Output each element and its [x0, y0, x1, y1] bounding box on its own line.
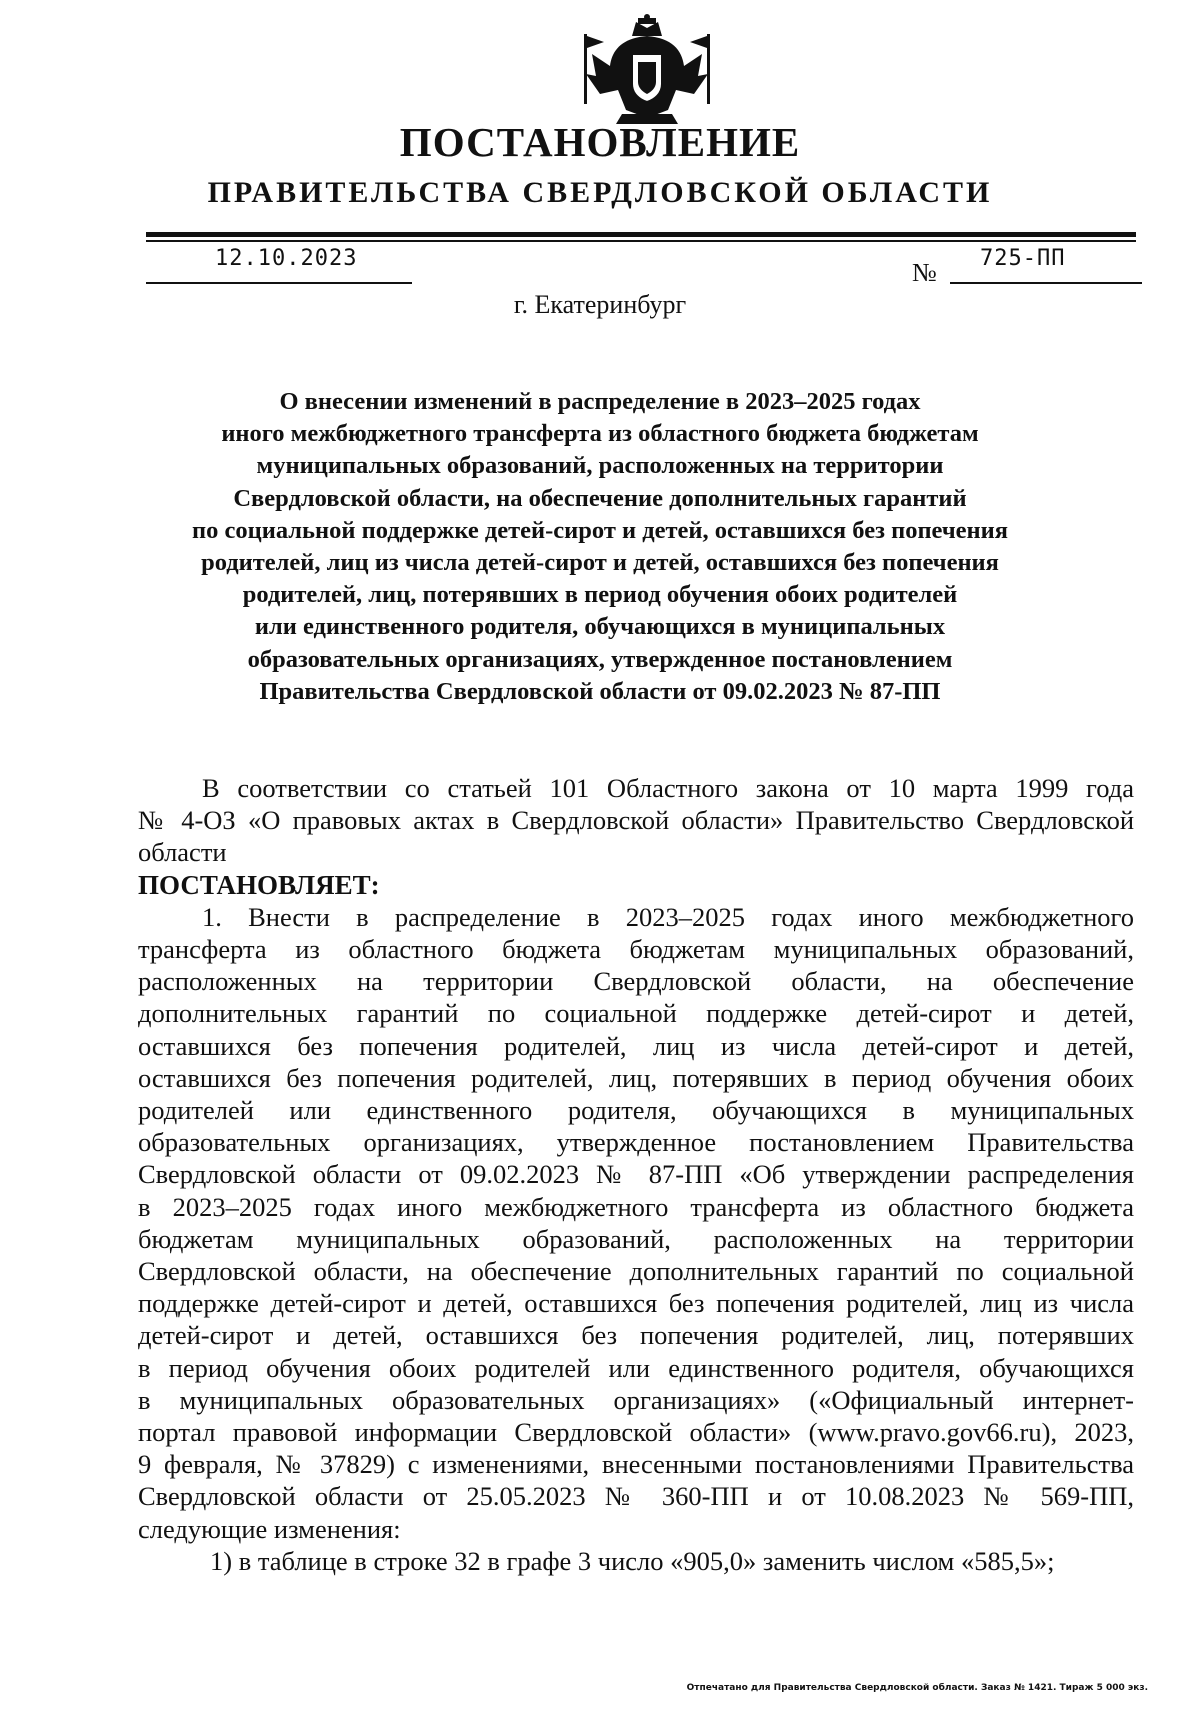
title-line: О внесении изменений в распределение в 2023–2025 годах — [279, 388, 921, 415]
header-divider-thin — [146, 240, 1136, 242]
title-line: по социальной поддержке детей-сирот и детей, оставшихся без попечения — [191, 516, 1008, 544]
item1-line: Свердловской области от 25.05.2023 № 360-ПП и от 10.08.2023 № 569-ПП, — [138, 1481, 1134, 1512]
item1-line: бюджетам муниципальных образований, расположенных на территории — [138, 1223, 1134, 1254]
title-line: или единственного родителя, обучающихся в муниципальных — [254, 613, 946, 641]
item1-line: в муниципальных образовательных организациях» («Официальный интернет- — [138, 1384, 1134, 1415]
item1-line: 9 февраля, № 37829) с изменениями, внесенными постановлениями Правительства — [138, 1449, 1134, 1480]
date-underline — [146, 282, 412, 284]
document-date: 12.10.2023 — [215, 246, 358, 271]
title-line: Правительства Свердловской области от 09.02.2023 № 87-ПП — [259, 677, 941, 705]
title-line: образовательных организациях, утвержденное постановлением — [247, 645, 953, 673]
item1-line: образовательных организациях, утвержденное постановлением Правительства — [138, 1127, 1134, 1158]
item1-line: в период обучения обоих родителей или единственного родителя, обучающихся — [138, 1352, 1134, 1383]
subitem-1: 1) в таблице в строке 32 в графе 3 число «905,0» заменить числом «585,5»; — [210, 1545, 1055, 1576]
header-divider-thick — [146, 232, 1136, 237]
preamble-line: области — [138, 837, 227, 868]
decree-word: ПОСТАНОВЛЯЕТ: — [138, 869, 380, 900]
item1-line: 1. Внести в распределение в 2023–2025 годах иного межбюджетного — [202, 901, 1134, 932]
number-sign: № — [912, 258, 937, 287]
item1-line: следующие изменения: — [138, 1513, 401, 1544]
document-title — [130, 386, 1070, 708]
preamble-line: № 4-ОЗ «О правовых актах в Свердловской области» Правительство Свердловской — [138, 805, 1134, 836]
number-underline — [950, 282, 1142, 284]
title-line: иного межбюджетного трансферта из областного бюджета бюджетам — [221, 420, 979, 448]
document-issuer: ПРАВИТЕЛЬСТВА СВЕРДЛОВСКОЙ ОБЛАСТИ — [207, 176, 993, 209]
item1-line: расположенных на территории Свердловской области, на обеспечение — [138, 966, 1134, 997]
title-line: родителей, лиц из числа детей-сирот и детей, оставшихся без попечения — [201, 549, 999, 577]
item1-line: оставшихся без попечения родителей, лиц, потерявших в период обучения обоих — [138, 1062, 1134, 1093]
item1-line: детей-сирот и детей, оставшихся без попечения родителей, лиц, потерявших — [138, 1320, 1134, 1351]
item1-line: поддержке детей-сирот и детей, оставшихся без попечения родителей, лиц из числа — [138, 1288, 1134, 1319]
document-city: г. Екатеринбург — [513, 290, 687, 319]
title-line: Свердловской области, на обеспечение дополнительных гарантий — [233, 484, 967, 512]
item1-line: портал правовой информации Свердловской области» (www.pravo.gov66.ru), 2023, — [138, 1417, 1134, 1448]
coat-of-arms-icon — [582, 14, 712, 126]
item1-line: Свердловской области, на обеспечение дополнительных гарантий по социальной — [138, 1256, 1134, 1287]
item1-line: Свердловской области от 09.02.2023 № 87-ПП «Об утверждении распределения — [138, 1159, 1134, 1190]
document-number: 725-ПП — [980, 246, 1066, 271]
item1-line: родителей или единственного родителя, обучающихся в муниципальных — [138, 1095, 1134, 1126]
item1-line: дополнительных гарантий по социальной поддержке детей-сирот и детей, — [138, 998, 1134, 1029]
print-footer: Отпечатано для Правительства Свердловской области. Заказ № 1421. Тираж 5 000 экз. — [686, 1683, 1148, 1693]
item1-line: в 2023–2025 годах иного межбюджетного трансферта из областного бюджета — [138, 1191, 1134, 1222]
document-type: ПОСТАНОВЛЕНИЕ — [399, 119, 801, 165]
document-body — [138, 772, 1134, 1577]
title-line: родителей, лиц, потерявших в период обучения обоих родителей — [242, 581, 958, 609]
item1-line: трансферта из областного бюджета бюджетам муниципальных образований, — [138, 934, 1134, 965]
item1-line: оставшихся без попечения родителей, лиц из числа детей-сирот и детей, — [138, 1030, 1134, 1061]
title-line: муниципальных образований, расположенных на территории — [256, 452, 944, 480]
preamble-line: В соответствии со статьей 101 Областного закона от 10 марта 1999 года — [202, 773, 1134, 803]
